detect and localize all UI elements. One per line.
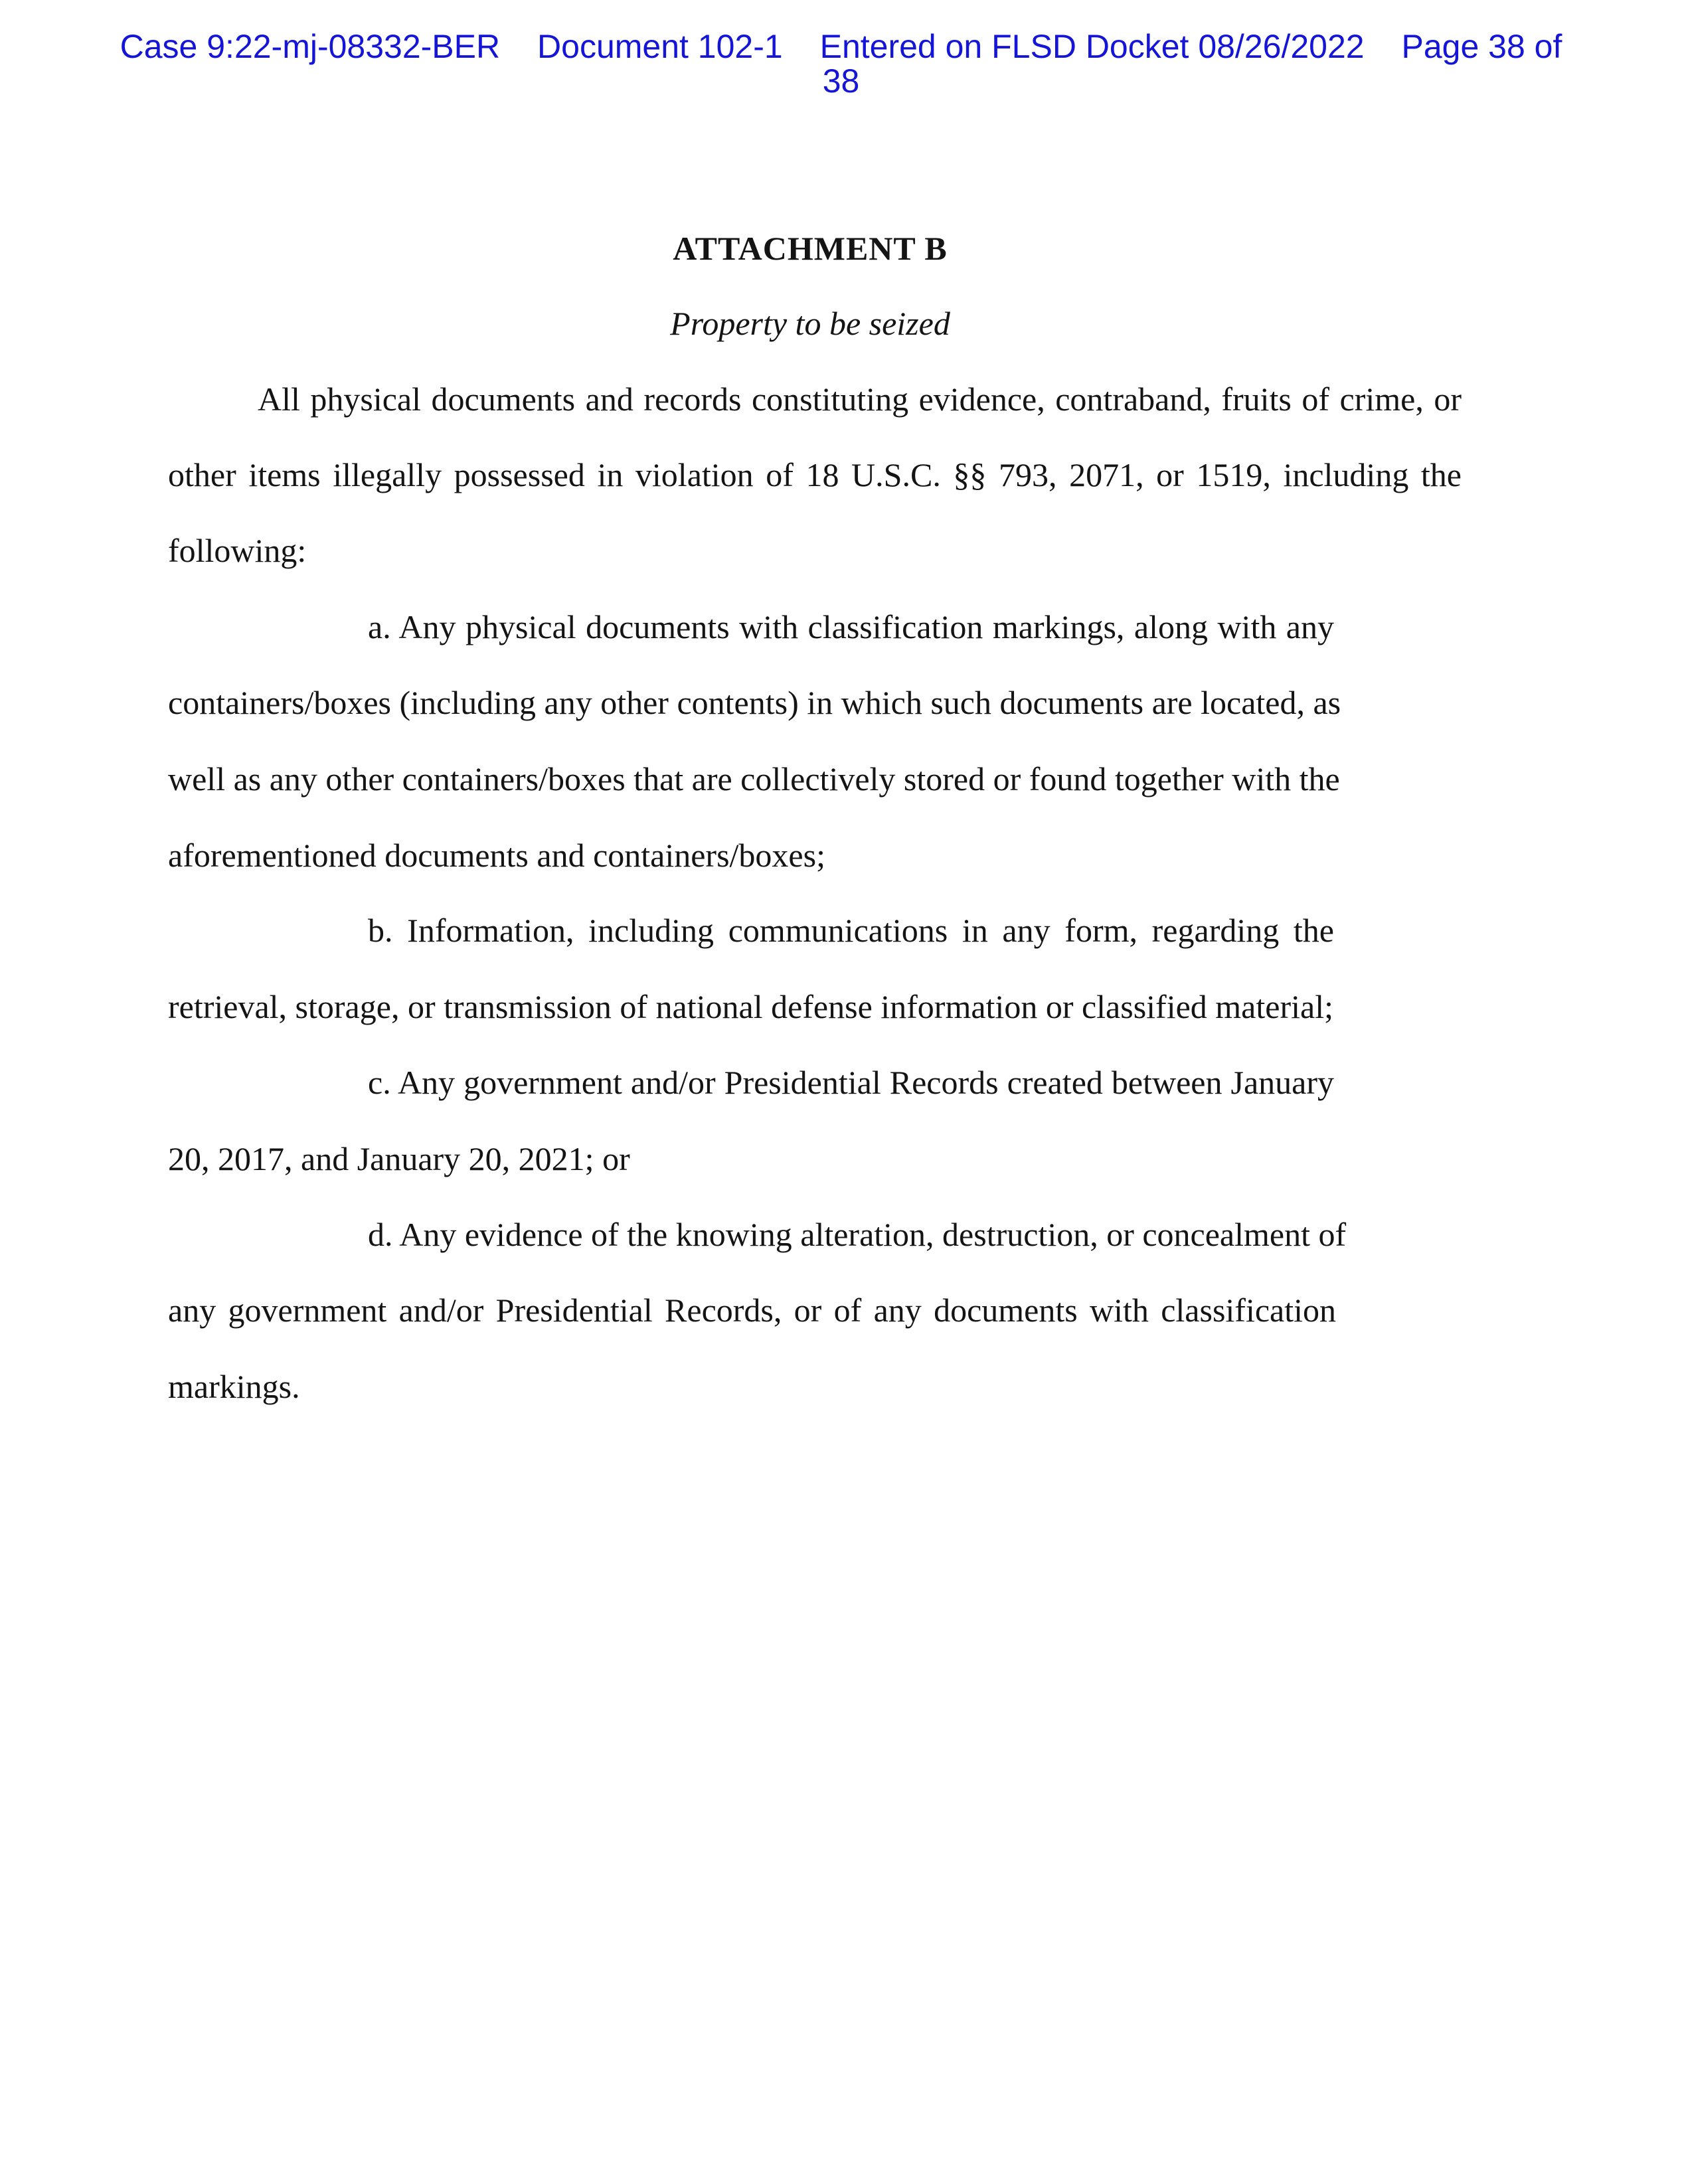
item-a-line: a. Any physical documents with classification markings, along with any: [368, 608, 1334, 645]
item-d-line: any government and/or Presidential Records, or of any documents with classification: [168, 1292, 1336, 1329]
page-total: 38: [822, 62, 860, 100]
docket-header-line: [0, 29, 1682, 64]
item-b-line: retrieval, storage, or transmission of national defense information or classified material;: [168, 988, 1333, 1025]
attachment-title: ATTACHMENT B: [673, 230, 948, 267]
attachment-subtitle: Property to be seized: [670, 305, 950, 342]
intro-paragraph-line: following:: [168, 532, 307, 569]
item-c-line: 20, 2017, and January 20, 2021; or: [168, 1140, 630, 1177]
item-d-line: markings.: [168, 1368, 300, 1405]
item-d-line: d. Any evidence of the knowing alteration, destruction, or concealment of: [368, 1216, 1347, 1253]
item-a-line: aforementioned documents and containers/boxes;: [168, 837, 825, 874]
document-number: Document 102-1: [537, 28, 783, 65]
docket-header-stamp: [0, 29, 1682, 98]
case-number: Case 9:22-mj-08332-BER: [120, 28, 501, 65]
item-b-line: b. Information, including communications in any form, regarding the: [368, 912, 1334, 949]
intro-paragraph-line: other items illegally possessed in violation of 18 U.S.C. §§ 793, 2071, or 1519, including the: [168, 456, 1462, 493]
item-a-line: containers/boxes (including any other contents) in which such documents are located, as: [168, 684, 1341, 721]
intro-paragraph-line: All physical documents and records constituting evidence, contraband, fruits of crime, or: [258, 380, 1462, 418]
item-c-line: c. Any government and/or Presidential Records created between January: [368, 1064, 1334, 1101]
item-a-line: well as any other containers/boxes that are collectively stored or found together with the: [168, 760, 1340, 798]
page-number: Page 38 of: [1401, 28, 1562, 65]
docket-entry-date: Entered on FLSD Docket 08/26/2022: [819, 28, 1365, 65]
